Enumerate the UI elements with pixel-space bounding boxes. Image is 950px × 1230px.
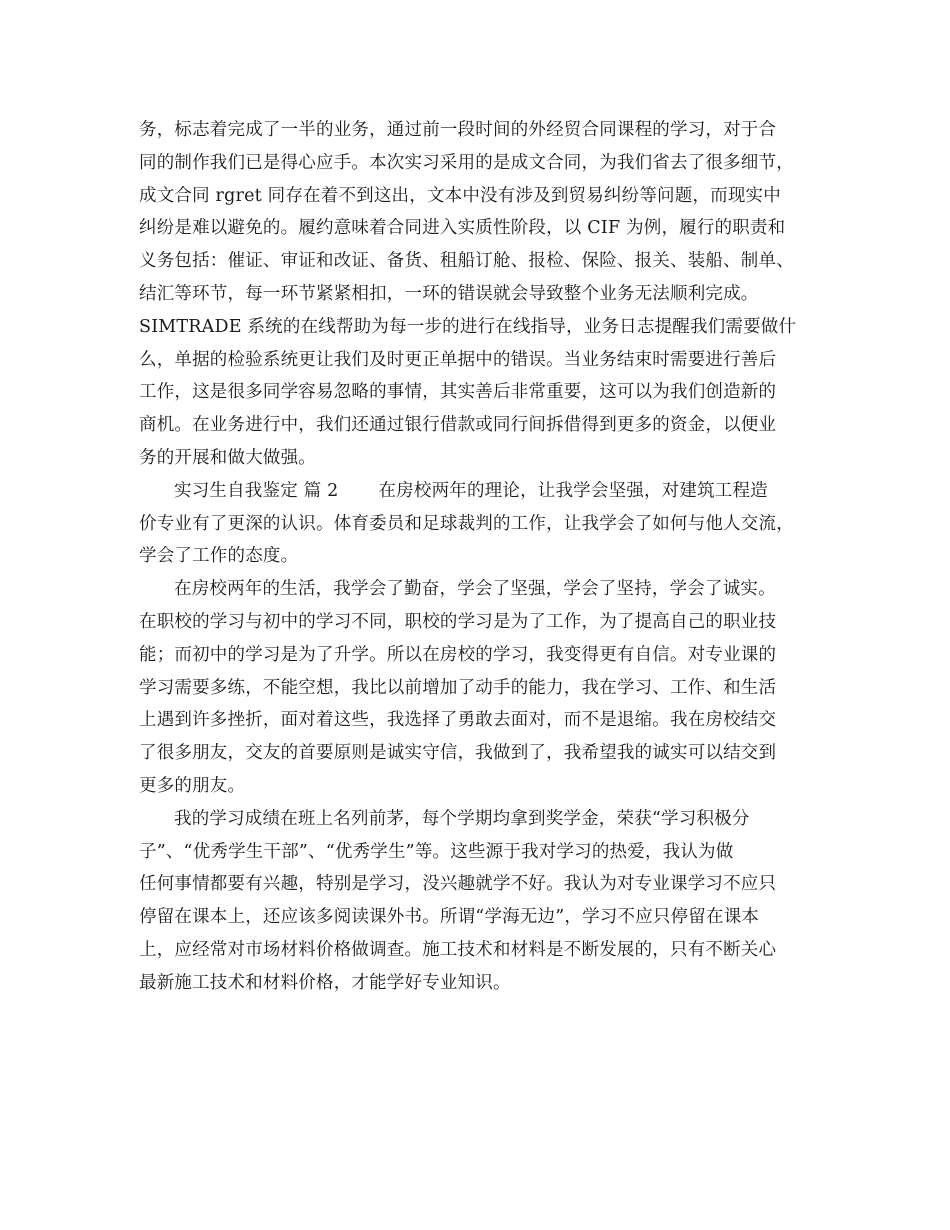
text-line: 学习需要多练，不能空想，我比以前增加了动手的能力，我在学习、工作、和生活 bbox=[139, 677, 777, 698]
text-run: 在房校两年的理论，让我学会坚强，对建筑工程造 bbox=[378, 480, 768, 501]
document-body bbox=[139, 114, 819, 1000]
text-line: 义务包括：催证、审证和改证、备货、租船订舱、报检、保险、报关、装船、制单、 bbox=[139, 251, 794, 272]
text-line: 在房校两年的生活，我学会了勤奋，学会了坚强，学会了坚持，学会了诚实。 bbox=[174, 579, 776, 600]
text-line: 么，单据的检验系统更让我们及时更正单据中的错误。当业务结束时需要进行善后 bbox=[139, 349, 777, 370]
text-line: 了很多朋友，交友的首要原则是诚实守信，我做到了，我希望我的诚实可以结交到 bbox=[139, 743, 777, 764]
text-line bbox=[139, 475, 819, 508]
section-heading: 实习生自我鉴定 篇 2 bbox=[174, 480, 339, 501]
text-line: SIMTRADE 系统的在线帮助为每一步的进行在线指导，业务日志提醒我们需要做什 bbox=[139, 316, 797, 337]
text-line: 我的学习成绩在班上名列前茅，每个学期均拿到奖学金，荣获“学习积极分 bbox=[174, 808, 750, 829]
text-line: 价专业有了更深的认识。体育委员和足球裁判的工作，让我学会了如何与他人交流， bbox=[139, 513, 794, 534]
text-line: 同的制作我们已是得心应手。本次实习采用的是成文合同，为我们省去了很多细节， bbox=[139, 152, 794, 173]
text-line: 任何事情都要有兴趣，特别是学习，没兴趣就学不好。我认为对专业课学习不应只 bbox=[139, 874, 777, 895]
text-line: 纠纷是难以避免的。履约意味着合同进入实质性阶段，以 CIF 为例，履行的职责和 bbox=[139, 218, 786, 239]
text-line: 结汇等环节，每一环节紧紧相扣，一环的错误就会导致整个业务无法顺利完成。 bbox=[139, 283, 759, 304]
text-line: 子”、“优秀学生干部”、“优秀学生”等。这些源于我对学习的热爱，我认为做 bbox=[139, 841, 734, 862]
text-line: 更多的朋友。 bbox=[139, 775, 246, 796]
text-line: 最新施工技术和材料价格，才能学好专业知识。 bbox=[139, 972, 511, 993]
text-line: 务的开展和做大做强。 bbox=[139, 447, 316, 468]
text-line: 工作，这是很多同学容易忽略的事情，其实善后非常重要，这可以为我们创造新的 bbox=[139, 382, 777, 403]
text-line: 停留在课本上，还应该多阅读课外书。所谓“学海无边”，学习不应只停留在课本 bbox=[139, 907, 760, 928]
text-line: 商机。在业务进行中，我们还通过银行借款或同行间拆借得到更多的资金，以便业 bbox=[139, 415, 777, 436]
text-line: 学会了工作的态度。 bbox=[139, 546, 299, 567]
text-line: 上，应经常对市场材料价格做调查。施工技术和材料是不断发展的，只有不断关心 bbox=[139, 939, 777, 960]
text-line: 成文合同 rgret 同存在着不到这出，文本中没有涉及到贸易纠纷等问题，而现实中 bbox=[139, 185, 781, 206]
paragraph-2 bbox=[139, 475, 819, 573]
paragraph-1 bbox=[139, 114, 819, 475]
text-line: 上遇到许多挫折，面对着这些，我选择了勇敢去面对，而不是退缩。我在房校结交 bbox=[139, 710, 777, 731]
paragraph-4 bbox=[139, 803, 819, 1000]
paragraph-3 bbox=[139, 573, 819, 803]
text-line: 能；而初中的学习是为了升学。所以在房校的学习，我变得更有自信。对专业课的 bbox=[139, 644, 777, 665]
text-line: 务，标志着完成了一半的业务，通过前一段时间的外经贸合同课程的学习，对于合 bbox=[139, 120, 777, 140]
text-line: 在职校的学习与初中的学习不同，职校的学习是为了工作，为了提高自己的职业技 bbox=[139, 611, 777, 632]
